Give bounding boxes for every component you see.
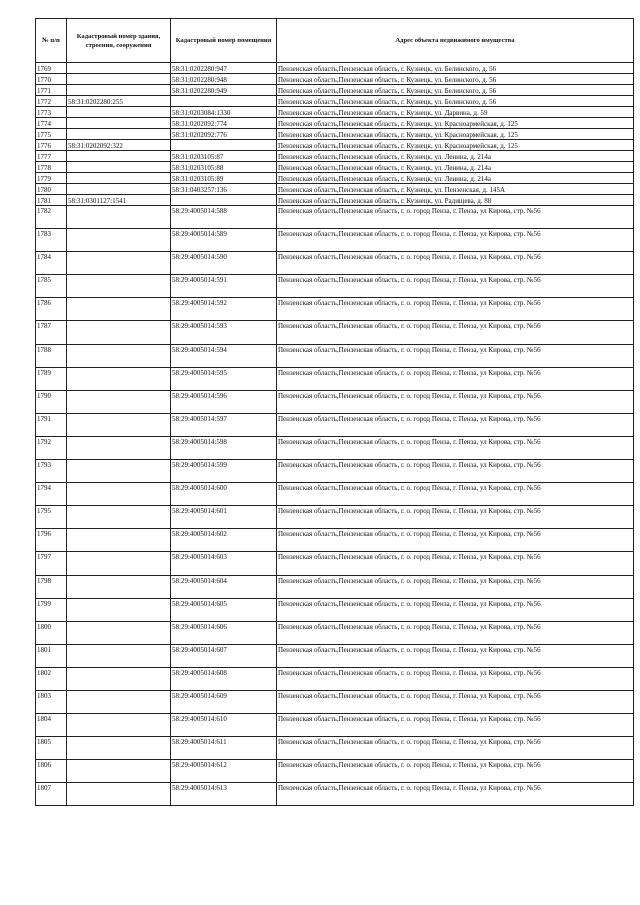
table-row xyxy=(36,206,634,229)
address-cell: Пензенская область,Пензенская область, г. о. город Пенза, г. Пенза, ул Кирова, стр. №56 xyxy=(277,436,634,459)
room-cadastral-cell: 58:29:4005014:590 xyxy=(171,252,277,275)
building-cadastral-cell xyxy=(67,483,171,506)
room-cadastral-cell: 58:29:4005014:594 xyxy=(171,344,277,367)
table-row xyxy=(36,298,634,321)
address-cell: Пензенская область,Пензенская область, г. Кузнецк, ул. Радищева, д. 88 xyxy=(277,195,634,206)
table-row xyxy=(36,74,634,85)
room-cadastral-cell: 58:29:4005014:608 xyxy=(171,667,277,690)
address-cell: Пензенская область,Пензенская область, г. о. город Пенза, г. Пенза, ул Кирова, стр. №56 xyxy=(277,460,634,483)
room-cadastral-cell xyxy=(171,140,277,151)
room-cadastral-cell: 58:29:4005014:607 xyxy=(171,644,277,667)
row-number-cell: 1779 xyxy=(36,173,67,184)
room-cadastral-cell: 58:31:0202280:948 xyxy=(171,74,277,85)
building-cadastral-cell xyxy=(67,118,171,129)
row-number-cell: 1799 xyxy=(36,598,67,621)
building-cadastral-cell xyxy=(67,229,171,252)
header-row-number: № п/п xyxy=(36,19,67,63)
address-cell: Пензенская область,Пензенская область, г. о. город Пенза, г. Пенза, ул Кирова, стр. №56 xyxy=(277,575,634,598)
table-row xyxy=(36,436,634,459)
room-cadastral-cell: 58:31:0202280:947 xyxy=(171,63,277,74)
address-cell: Пензенская область,Пензенская область, г. о. город Пенза, г. Пенза, ул Кирова, стр. №56 xyxy=(277,783,634,806)
address-cell: Пензенская область,Пензенская область, г. Кузнецк, ул. Пензенская, д. 145А xyxy=(277,184,634,195)
table-row xyxy=(36,252,634,275)
building-cadastral-cell xyxy=(67,162,171,173)
header-address: Адрес объекта недвижимого имущества xyxy=(277,19,634,63)
table-row xyxy=(36,118,634,129)
room-cadastral-cell: 58:29:4005014:595 xyxy=(171,367,277,390)
room-cadastral-cell: 58:29:4005014:602 xyxy=(171,529,277,552)
row-number-cell: 1786 xyxy=(36,298,67,321)
room-cadastral-cell: 58:31:0203105:89 xyxy=(171,173,277,184)
address-cell: Пензенская область,Пензенская область, г. Кузнецк, ул. Белинского, д. 56 xyxy=(277,96,634,107)
address-cell: Пензенская область,Пензенская область, г. Кузнецк, ул. Красноармейская, д. 125 xyxy=(277,129,634,140)
row-number-cell: 1785 xyxy=(36,275,67,298)
building-cadastral-cell xyxy=(67,714,171,737)
row-number-cell: 1797 xyxy=(36,552,67,575)
building-cadastral-cell xyxy=(67,436,171,459)
table-row xyxy=(36,737,634,760)
table-row xyxy=(36,162,634,173)
building-cadastral-cell xyxy=(67,184,171,195)
address-cell: Пензенская область,Пензенская область, г. о. город Пенза, г. Пенза, ул Кирова, стр. №56 xyxy=(277,667,634,690)
row-number-cell: 1796 xyxy=(36,529,67,552)
header-building-cadastral: Кадастровый номер здания, строения, сооружения xyxy=(67,19,171,63)
row-number-cell: 1800 xyxy=(36,621,67,644)
row-number-cell: 1806 xyxy=(36,760,67,783)
room-cadastral-cell: 58:29:4005014:603 xyxy=(171,552,277,575)
property-registry-table xyxy=(35,18,634,806)
building-cadastral-cell xyxy=(67,107,171,118)
row-number-cell: 1807 xyxy=(36,783,67,806)
table-row xyxy=(36,714,634,737)
address-cell: Пензенская область,Пензенская область, г. о. город Пенза, г. Пенза, ул Кирова, стр. №56 xyxy=(277,644,634,667)
room-cadastral-cell: 58:29:4005014:588 xyxy=(171,206,277,229)
room-cadastral-cell: 58:29:4005014:593 xyxy=(171,321,277,344)
room-cadastral-cell xyxy=(171,195,277,206)
table-row xyxy=(36,229,634,252)
address-cell: Пензенская область,Пензенская область, г. Кузнецк, ул. Белинского, д. 56 xyxy=(277,63,634,74)
address-cell: Пензенская область,Пензенская область, г. о. город Пенза, г. Пенза, ул Кирова, стр. №56 xyxy=(277,598,634,621)
address-cell: Пензенская область,Пензенская область, г. о. город Пенза, г. Пенза, ул Кирова, стр. №56 xyxy=(277,413,634,436)
room-cadastral-cell: 58:29:4005014:611 xyxy=(171,737,277,760)
room-cadastral-cell: 58:29:4005014:598 xyxy=(171,436,277,459)
address-cell: Пензенская область,Пензенская область, г. о. город Пенза, г. Пенза, ул Кирова, стр. №56 xyxy=(277,506,634,529)
room-cadastral-cell: 58:29:4005014:612 xyxy=(171,760,277,783)
room-cadastral-cell: 58:29:4005014:596 xyxy=(171,390,277,413)
room-cadastral-cell: 58:29:4005014:589 xyxy=(171,229,277,252)
table-row xyxy=(36,460,634,483)
row-number-cell: 1798 xyxy=(36,575,67,598)
room-cadastral-cell: 58:29:4005014:613 xyxy=(171,783,277,806)
table-row xyxy=(36,344,634,367)
row-number-cell: 1769 xyxy=(36,63,67,74)
building-cadastral-cell xyxy=(67,151,171,162)
room-cadastral-cell: 58:29:4005014:591 xyxy=(171,275,277,298)
row-number-cell: 1772 xyxy=(36,96,67,107)
room-cadastral-cell: 58:29:4005014:605 xyxy=(171,598,277,621)
building-cadastral-cell xyxy=(67,390,171,413)
row-number-cell: 1776 xyxy=(36,140,67,151)
row-number-cell: 1793 xyxy=(36,460,67,483)
row-number-cell: 1774 xyxy=(36,118,67,129)
address-cell: Пензенская область,Пензенская область, г. Кузнецк, ул. Ленина, д. 214а xyxy=(277,151,634,162)
row-number-cell: 1775 xyxy=(36,129,67,140)
address-cell: Пензенская область,Пензенская область, г. о. город Пенза, г. Пенза, ул Кирова, стр. №56 xyxy=(277,252,634,275)
table-row xyxy=(36,390,634,413)
row-number-cell: 1781 xyxy=(36,195,67,206)
building-cadastral-cell xyxy=(67,367,171,390)
building-cadastral-cell xyxy=(67,252,171,275)
building-cadastral-cell xyxy=(67,321,171,344)
table-row xyxy=(36,506,634,529)
room-cadastral-cell: 58:31:0203105:87 xyxy=(171,151,277,162)
table-row xyxy=(36,413,634,436)
table-row xyxy=(36,321,634,344)
row-number-cell: 1782 xyxy=(36,206,67,229)
row-number-cell: 1802 xyxy=(36,667,67,690)
table-row xyxy=(36,529,634,552)
table-row xyxy=(36,96,634,107)
address-cell: Пензенская область,Пензенская область, г. о. город Пенза, г. Пенза, ул Кирова, стр. №56 xyxy=(277,621,634,644)
table-row xyxy=(36,667,634,690)
row-number-cell: 1792 xyxy=(36,436,67,459)
room-cadastral-cell: 58:31:0403257:136 xyxy=(171,184,277,195)
room-cadastral-cell: 58:29:4005014:599 xyxy=(171,460,277,483)
room-cadastral-cell: 58:31:0202092:774 xyxy=(171,118,277,129)
building-cadastral-cell xyxy=(67,460,171,483)
row-number-cell: 1790 xyxy=(36,390,67,413)
address-cell: Пензенская область,Пензенская область, г. Кузнецк, ул. Дарвина, д. 59 xyxy=(277,107,634,118)
building-cadastral-cell xyxy=(67,529,171,552)
address-cell: Пензенская область,Пензенская область, г. о. город Пенза, г. Пенза, ул Кирова, стр. №56 xyxy=(277,367,634,390)
room-cadastral-cell: 58:29:4005014:597 xyxy=(171,413,277,436)
address-cell: Пензенская область,Пензенская область, г. о. город Пенза, г. Пенза, ул Кирова, стр. №56 xyxy=(277,552,634,575)
address-cell: Пензенская область,Пензенская область, г. о. город Пенза, г. Пенза, ул Кирова, стр. №56 xyxy=(277,298,634,321)
row-number-cell: 1783 xyxy=(36,229,67,252)
table-row xyxy=(36,598,634,621)
table-row xyxy=(36,621,634,644)
building-cadastral-cell xyxy=(67,206,171,229)
address-cell: Пензенская область,Пензенская область, г. о. город Пенза, г. Пенза, ул Кирова, стр. №56 xyxy=(277,321,634,344)
address-cell: Пензенская область,Пензенская область, г. Кузнецк, ул. Красноармейская, д. 125 xyxy=(277,118,634,129)
building-cadastral-cell: 58:31:0301127:1541 xyxy=(67,195,171,206)
row-number-cell: 1788 xyxy=(36,344,67,367)
building-cadastral-cell: 58:31:0202092:322 xyxy=(67,140,171,151)
table-row xyxy=(36,107,634,118)
building-cadastral-cell: 58:31:0202280:255 xyxy=(67,96,171,107)
address-cell: Пензенская область,Пензенская область, г. о. город Пенза, г. Пенза, ул Кирова, стр. №56 xyxy=(277,714,634,737)
table-row xyxy=(36,552,634,575)
address-cell: Пензенская область,Пензенская область, г. о. город Пенза, г. Пенза, ул Кирова, стр. №56 xyxy=(277,275,634,298)
address-cell: Пензенская область,Пензенская область, г. о. город Пенза, г. Пенза, ул Кирова, стр. №56 xyxy=(277,390,634,413)
address-cell: Пензенская область,Пензенская область, г. о. город Пенза, г. Пенза, ул Кирова, стр. №56 xyxy=(277,529,634,552)
table-row xyxy=(36,483,634,506)
row-number-cell: 1771 xyxy=(36,85,67,96)
row-number-cell: 1777 xyxy=(36,151,67,162)
table-row xyxy=(36,275,634,298)
table-body xyxy=(36,63,634,806)
table-row xyxy=(36,783,634,806)
address-cell: Пензенская область,Пензенская область, г. Кузнецк, ул. Белинского, д. 56 xyxy=(277,74,634,85)
address-cell: Пензенская область,Пензенская область, г. о. город Пенза, г. Пенза, ул Кирова, стр. №56 xyxy=(277,690,634,713)
building-cadastral-cell xyxy=(67,667,171,690)
row-number-cell: 1778 xyxy=(36,162,67,173)
table-row xyxy=(36,644,634,667)
address-cell: Пензенская область,Пензенская область, г. о. город Пенза, г. Пенза, ул Кирова, стр. №56 xyxy=(277,483,634,506)
address-cell: Пензенская область,Пензенская область, г. о. город Пенза, г. Пенза, ул Кирова, стр. №56 xyxy=(277,206,634,229)
row-number-cell: 1789 xyxy=(36,367,67,390)
row-number-cell: 1773 xyxy=(36,107,67,118)
row-number-cell: 1787 xyxy=(36,321,67,344)
header-room-cadastral: Кадастровый номер помещения xyxy=(171,19,277,63)
row-number-cell: 1804 xyxy=(36,714,67,737)
row-number-cell: 1803 xyxy=(36,690,67,713)
row-number-cell: 1780 xyxy=(36,184,67,195)
building-cadastral-cell xyxy=(67,644,171,667)
address-cell: Пензенская область,Пензенская область, г. Кузнецк, ул. Белинского, д. 56 xyxy=(277,85,634,96)
table-row xyxy=(36,140,634,151)
building-cadastral-cell xyxy=(67,344,171,367)
room-cadastral-cell: 58:31:0202280:949 xyxy=(171,85,277,96)
room-cadastral-cell xyxy=(171,96,277,107)
room-cadastral-cell: 58:29:4005014:601 xyxy=(171,506,277,529)
building-cadastral-cell xyxy=(67,552,171,575)
table-row xyxy=(36,151,634,162)
building-cadastral-cell xyxy=(67,173,171,184)
room-cadastral-cell: 58:29:4005014:600 xyxy=(171,483,277,506)
address-cell: Пензенская область,Пензенская область, г. Кузнецк, ул. Ленина, д. 214а xyxy=(277,173,634,184)
room-cadastral-cell: 58:29:4005014:610 xyxy=(171,714,277,737)
row-number-cell: 1791 xyxy=(36,413,67,436)
table-row xyxy=(36,85,634,96)
building-cadastral-cell xyxy=(67,413,171,436)
table-row xyxy=(36,173,634,184)
building-cadastral-cell xyxy=(67,506,171,529)
address-cell: Пензенская область,Пензенская область, г. о. город Пенза, г. Пенза, ул Кирова, стр. №56 xyxy=(277,737,634,760)
row-number-cell: 1805 xyxy=(36,737,67,760)
room-cadastral-cell: 58:29:4005014:604 xyxy=(171,575,277,598)
building-cadastral-cell xyxy=(67,63,171,74)
table-row xyxy=(36,690,634,713)
building-cadastral-cell xyxy=(67,129,171,140)
table-row xyxy=(36,575,634,598)
table-row xyxy=(36,367,634,390)
room-cadastral-cell: 58:29:4005014:609 xyxy=(171,690,277,713)
table-row xyxy=(36,195,634,206)
building-cadastral-cell xyxy=(67,783,171,806)
building-cadastral-cell xyxy=(67,275,171,298)
table-header-row xyxy=(36,19,634,63)
room-cadastral-cell: 58:31:0203084:1330 xyxy=(171,107,277,118)
row-number-cell: 1801 xyxy=(36,644,67,667)
building-cadastral-cell xyxy=(67,74,171,85)
table-row xyxy=(36,760,634,783)
address-cell: Пензенская область,Пензенская область, г. о. город Пенза, г. Пенза, ул Кирова, стр. №56 xyxy=(277,344,634,367)
address-cell: Пензенская область,Пензенская область, г. о. город Пенза, г. Пенза, ул Кирова, стр. №56 xyxy=(277,760,634,783)
building-cadastral-cell xyxy=(67,760,171,783)
table-row xyxy=(36,129,634,140)
row-number-cell: 1784 xyxy=(36,252,67,275)
building-cadastral-cell xyxy=(67,298,171,321)
building-cadastral-cell xyxy=(67,690,171,713)
room-cadastral-cell: 58:29:4005014:606 xyxy=(171,621,277,644)
building-cadastral-cell xyxy=(67,737,171,760)
building-cadastral-cell xyxy=(67,575,171,598)
address-cell: Пензенская область,Пензенская область, г. о. город Пенза, г. Пенза, ул Кирова, стр. №56 xyxy=(277,229,634,252)
building-cadastral-cell xyxy=(67,598,171,621)
room-cadastral-cell: 58:31:0203105:88 xyxy=(171,162,277,173)
row-number-cell: 1794 xyxy=(36,483,67,506)
building-cadastral-cell xyxy=(67,621,171,644)
table-row xyxy=(36,184,634,195)
room-cadastral-cell: 58:31:0202092:776 xyxy=(171,129,277,140)
address-cell: Пензенская область,Пензенская область, г. Кузнецк, ул. Ленина, д. 214а xyxy=(277,162,634,173)
building-cadastral-cell xyxy=(67,85,171,96)
room-cadastral-cell: 58:29:4005014:592 xyxy=(171,298,277,321)
table-row xyxy=(36,63,634,74)
row-number-cell: 1770 xyxy=(36,74,67,85)
address-cell: Пензенская область,Пензенская область, г. Кузнецк, ул. Красноармейская, д. 125 xyxy=(277,140,634,151)
row-number-cell: 1795 xyxy=(36,506,67,529)
